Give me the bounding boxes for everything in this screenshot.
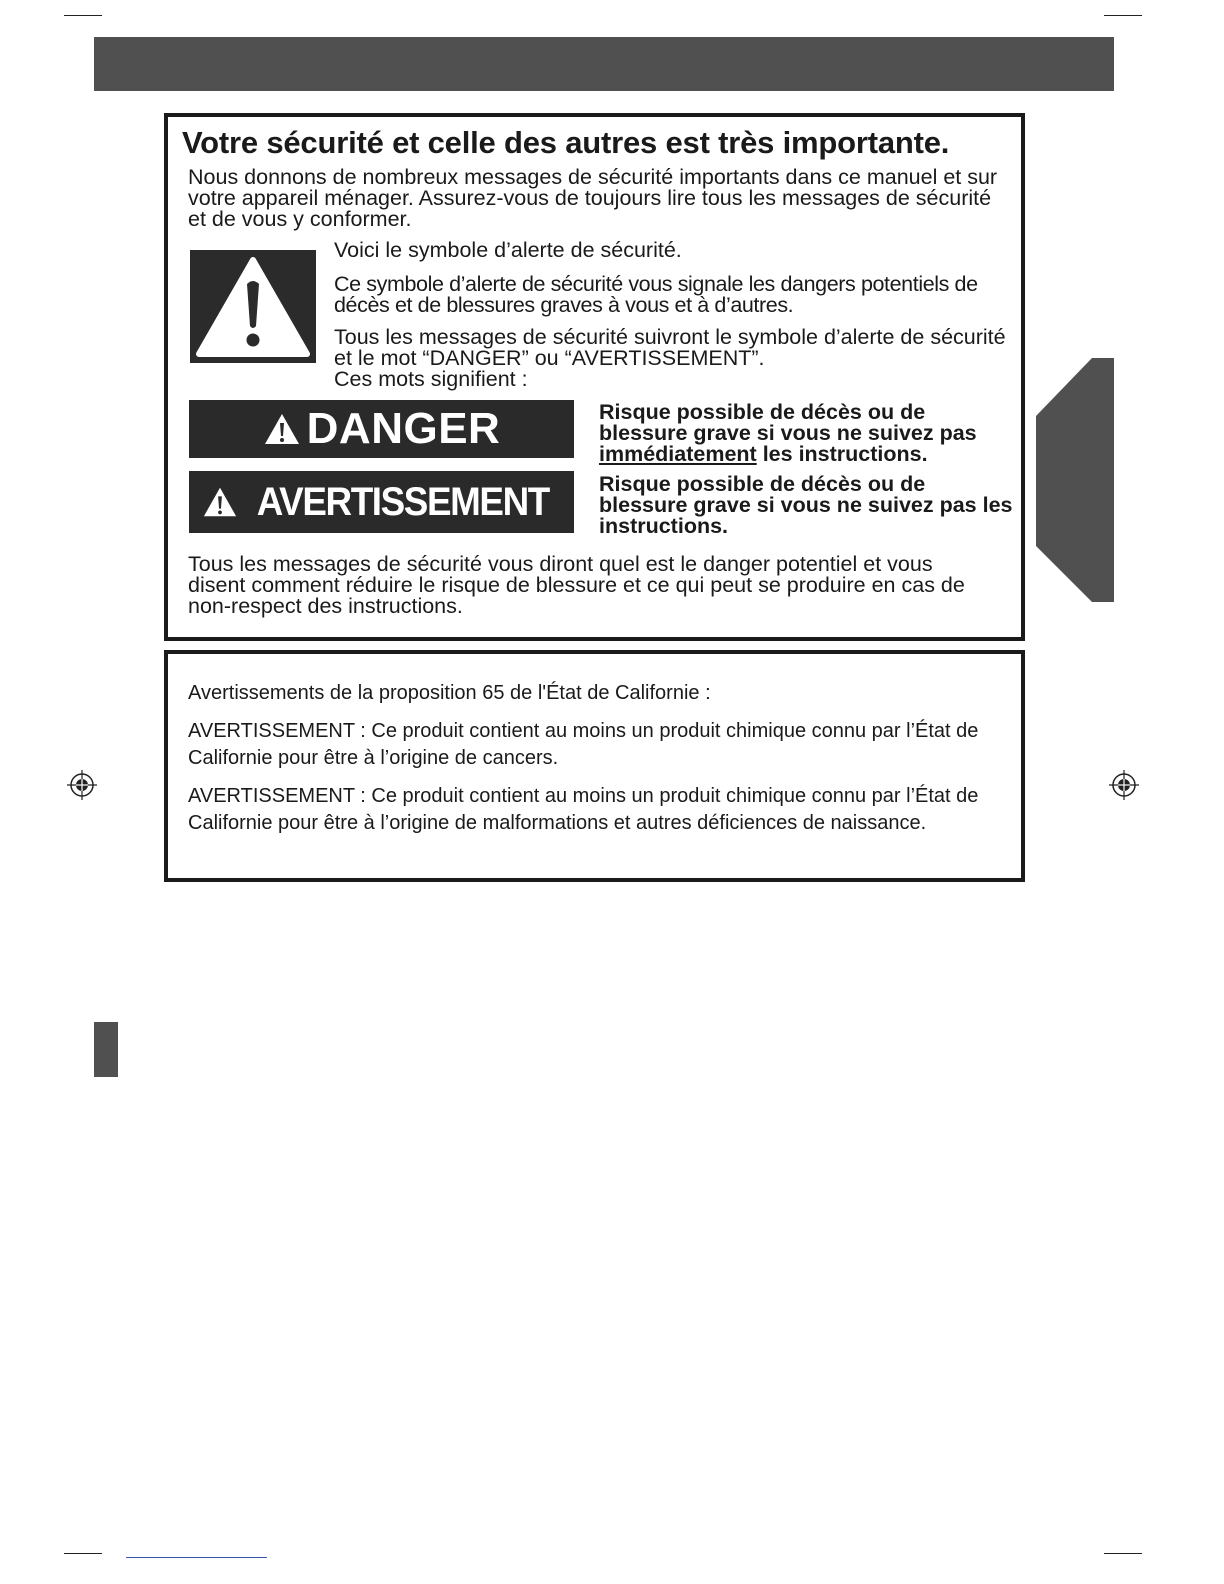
registration-mark-icon [1109, 770, 1139, 800]
bottom-rule [126, 1557, 267, 1558]
crop-mark-top-right [1104, 15, 1142, 16]
safety-alert-triangle-icon [190, 250, 316, 363]
safety-closing: Tous les messages de sécurité vous diront quel est le danger potentiel et vous disent comment réduire le risque de blessure et ce qui peut se produire en cas de non-respect des instructions. [188, 552, 965, 618]
safety-intro: Nous donnons de nombreux messages de sécurité importants dans ce manuel et sur votre appareil ménager. Assurez-vous de toujours lire tous les messages de sécurité et de vous y conformer. [188, 165, 998, 231]
crop-mark-top-left [64, 15, 102, 16]
signal-words-text [334, 327, 1014, 390]
safety-title: Votre sécurité et celle des autres est très importante. [182, 125, 950, 160]
left-tab-marker [94, 1022, 118, 1077]
danger-label: DANGER [306, 404, 501, 453]
crop-mark-bottom-left [64, 1553, 102, 1554]
symbol-meaning: Ce symbole d’alerte de sécurité vous signale les dangers potentiels de décès et de blessures graves à vous et à d’autres. [334, 272, 978, 317]
header-bar [94, 37, 1114, 91]
danger-desc-emphasis: immédiatement [599, 442, 757, 466]
warning-description: Risque possible de décès ou de blessure grave si vous ne suivez pas les instructions. [599, 472, 1013, 538]
registration-mark-icon [67, 770, 97, 800]
warning-label: AVERTISSEMENT [256, 479, 549, 524]
danger-desc-after: les instructions. [762, 442, 928, 466]
safety-box [164, 113, 1025, 641]
signal-words-line: Tous les messages de sécurité suivront le symbole d’alerte de sécurité et le mot “DANGER” ou “AVERTISSEMENT”. [334, 325, 1006, 370]
symbol-line: Voici le symbole d’alerte de sécurité. [334, 238, 682, 262]
alert-triangle-icon [202, 485, 238, 519]
prop65-box [164, 650, 1025, 882]
crop-mark-bottom-right [1104, 1553, 1142, 1554]
danger-desc-before: Risque possible de décès ou de blessure grave si vous ne suivez pas [599, 400, 977, 445]
danger-description [599, 402, 1019, 465]
prop65-warning-birth: AVERTISSEMENT : Ce produit contient au moins un produit chimique connu par l’État de Californie pour être à l’origine de malformations et autres déficiences de naissance. [188, 785, 979, 834]
alert-triangle-icon [263, 412, 301, 446]
prop65-warning-cancer: AVERTISSEMENT : Ce produit contient au moins un produit chimique connu par l’État de Californie pour être à l’origine de cancers. [188, 720, 979, 769]
safety-alert-symbol [190, 250, 316, 363]
signal-words-meaning: Ces mots signifient : [334, 367, 528, 391]
warning-banner [189, 471, 574, 533]
prop65-heading: Avertissements de la proposition 65 de l'État de Californie : [188, 682, 711, 704]
side-tab [1036, 358, 1114, 602]
danger-banner [189, 400, 574, 458]
